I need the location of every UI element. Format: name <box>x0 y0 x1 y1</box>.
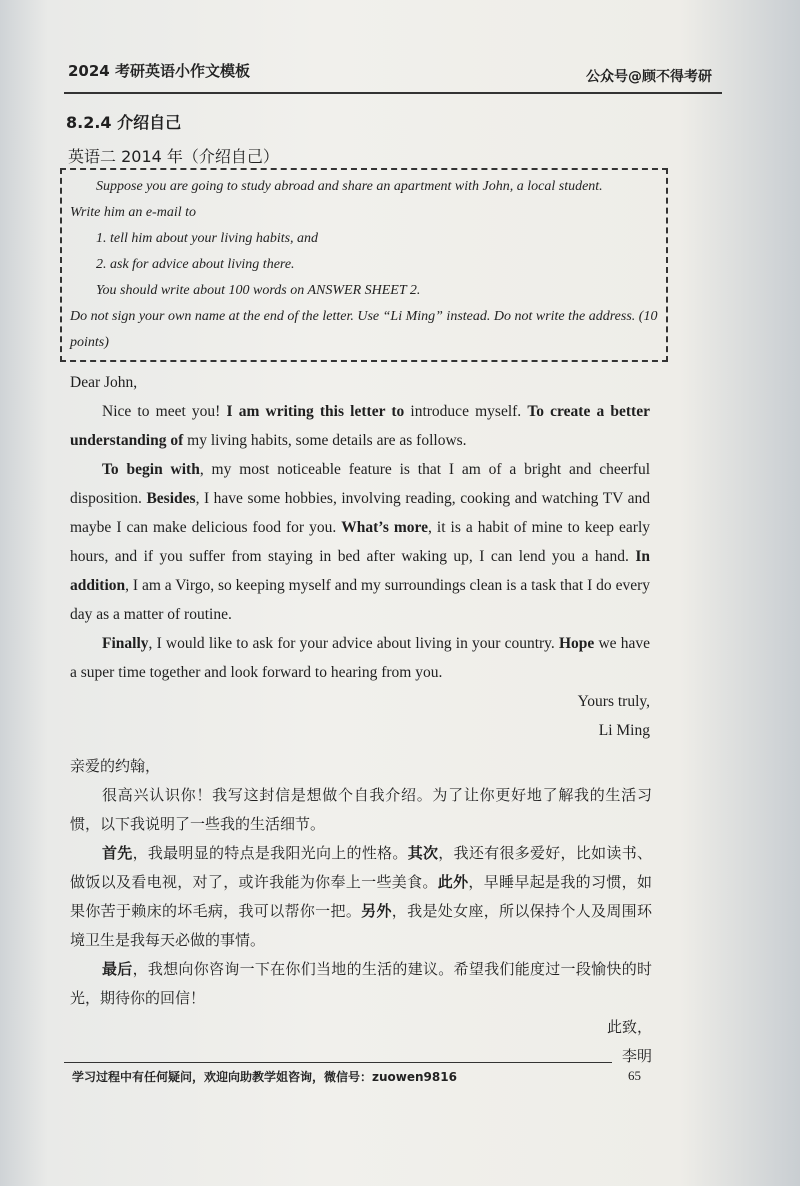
translation-closing: 此致， <box>606 1018 652 1036</box>
letter-signature: Li Ming <box>598 722 650 739</box>
task-word-count: You should write about 100 words on ANSWER SHEET 2. <box>96 283 421 298</box>
task-note: Do not sign your own name at the end of the letter. Use “Li Ming” instead. Do not write the address. (10 points) <box>70 309 658 350</box>
translation-paragraph: 首先，我最明显的特点是我阳光向上的性格。其次，我还有很多爱好，比如读书、做饭以及看电视，对了，或许我能为你奉上一些美食。此外，早睡早起是我的习惯，如果你苦于赖床的坏毛病，我可以帮你一把。另外，我是处女座，所以保持个人及周围环境卫生是我每天必做的事情。 <box>70 844 652 949</box>
book-page <box>40 0 762 1186</box>
footer-divider <box>64 1062 612 1063</box>
letter-paragraph: To begin with, my most noticeable feature is that I am of a bright and cheerful disposition. Besides, I have some hobbies, involving reading, cooking and watching TV and maybe I can make delicious food for you. What’s more, it is a habit of mine to keep early hours, and if you suffer from staying in bed after waking up, I can lend you a hand. In addition, I am a Virgo, so keeping myself and my surroundings clean is a task that I do every day as a matter of routine. <box>70 461 650 623</box>
header-book-title: 2024 考研英语小作文模板 <box>68 62 250 80</box>
page-number: 65 <box>628 1068 641 1083</box>
translation-salutation: 亲爱的约翰， <box>70 757 161 775</box>
header-divider <box>64 92 722 94</box>
task-prompt-box <box>60 168 668 362</box>
task-line: Suppose you are going to study abroad and share an apartment with John, a local student. <box>96 179 603 194</box>
translation-signature: 李明 <box>621 1047 652 1065</box>
task-item: 2. ask for advice about living there. <box>96 257 295 272</box>
exam-subtitle: 英语二 2014 年（介绍自己） <box>68 147 279 166</box>
footer-contact: 学习过程中有任何疑问，欢迎向助教学姐咨询，微信号：zuowen9816 <box>72 1070 457 1084</box>
chinese-translation <box>70 752 652 1071</box>
header-account: 公众号@顾不得考研 <box>586 69 712 85</box>
task-item: 1. tell him about your living habits, and <box>96 231 319 246</box>
letter-paragraph: Nice to meet you! I am writing this letter to introduce myself. To create a better understanding of my living habits, some details are as follows. <box>70 403 650 449</box>
letter-salutation: Dear John, <box>70 374 138 391</box>
letter-paragraph: Finally, I would like to ask for your advice about living in your country. Hope we have a super time together and look forward to hearing from you. <box>70 635 650 681</box>
task-line: Write him an e-mail to <box>70 205 196 220</box>
section-title: 8.2.4 介绍自己 <box>66 113 182 132</box>
letter-closing: Yours truly, <box>577 693 650 710</box>
english-letter <box>70 368 650 745</box>
translation-paragraph: 很高兴认识你！我写这封信是想做个自我介绍。为了让你更好地了解我的生活习惯，以下我说明了一些我的生活细节。 <box>70 786 652 833</box>
translation-paragraph: 最后，我想向你咨询一下在你们当地的生活的建议。希望我们能度过一段愉快的时光，期待你的回信！ <box>70 960 652 1007</box>
